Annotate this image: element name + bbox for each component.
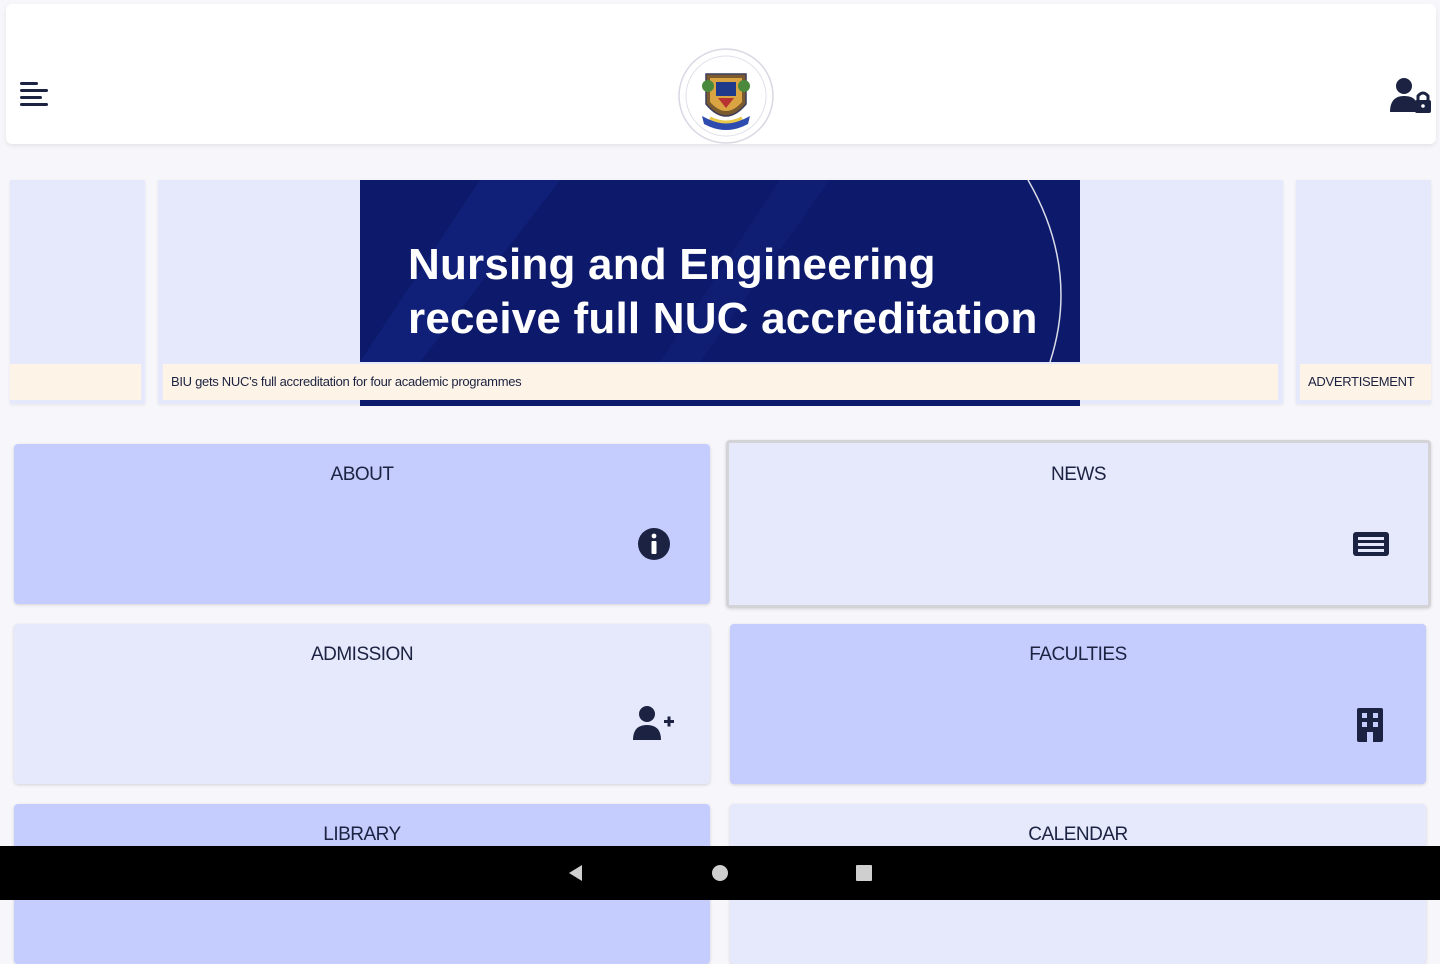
recents-icon[interactable]	[855, 864, 873, 887]
tile-label: NEWS	[1051, 464, 1106, 485]
banner-title-line-1: Nursing and Engineering	[408, 240, 936, 289]
app-header	[6, 4, 1436, 144]
info-circle-icon	[634, 524, 674, 564]
tile-news[interactable]	[726, 440, 1431, 608]
slide-caption: BIU gets NUC’s full accreditation for four academic programmes	[163, 364, 1278, 400]
tile-label: ADMISSION	[310, 644, 414, 665]
news-carousel[interactable]	[0, 180, 1440, 406]
building-icon	[1350, 704, 1390, 744]
tile-admission[interactable]	[14, 624, 710, 784]
user-lock-icon[interactable]	[1388, 76, 1434, 116]
slide-caption-next: ADVERTISEMENT	[1300, 364, 1431, 400]
banner-title	[408, 238, 1038, 346]
tile-label: LIBRARY	[323, 824, 401, 845]
university-crest-logo	[672, 46, 780, 146]
back-icon[interactable]	[566, 863, 586, 888]
system-navigation-bar	[0, 846, 1440, 900]
banner-bottom-strip	[360, 400, 1080, 406]
menu-icon[interactable]	[18, 78, 52, 110]
home-icon[interactable]	[710, 863, 730, 888]
slide-caption-previous	[10, 364, 141, 400]
tile-label: ABOUT	[330, 464, 394, 485]
banner-image	[360, 180, 1080, 362]
newspaper-icon	[1351, 524, 1391, 564]
tile-about[interactable]	[14, 444, 710, 604]
banner-title-line-2: receive full NUC accreditation	[408, 294, 1038, 343]
tile-label: FACULTIES	[1029, 644, 1127, 665]
tile-faculties[interactable]	[730, 624, 1426, 784]
tile-label: CALENDAR	[1028, 824, 1128, 845]
user-plus-icon	[632, 704, 678, 744]
